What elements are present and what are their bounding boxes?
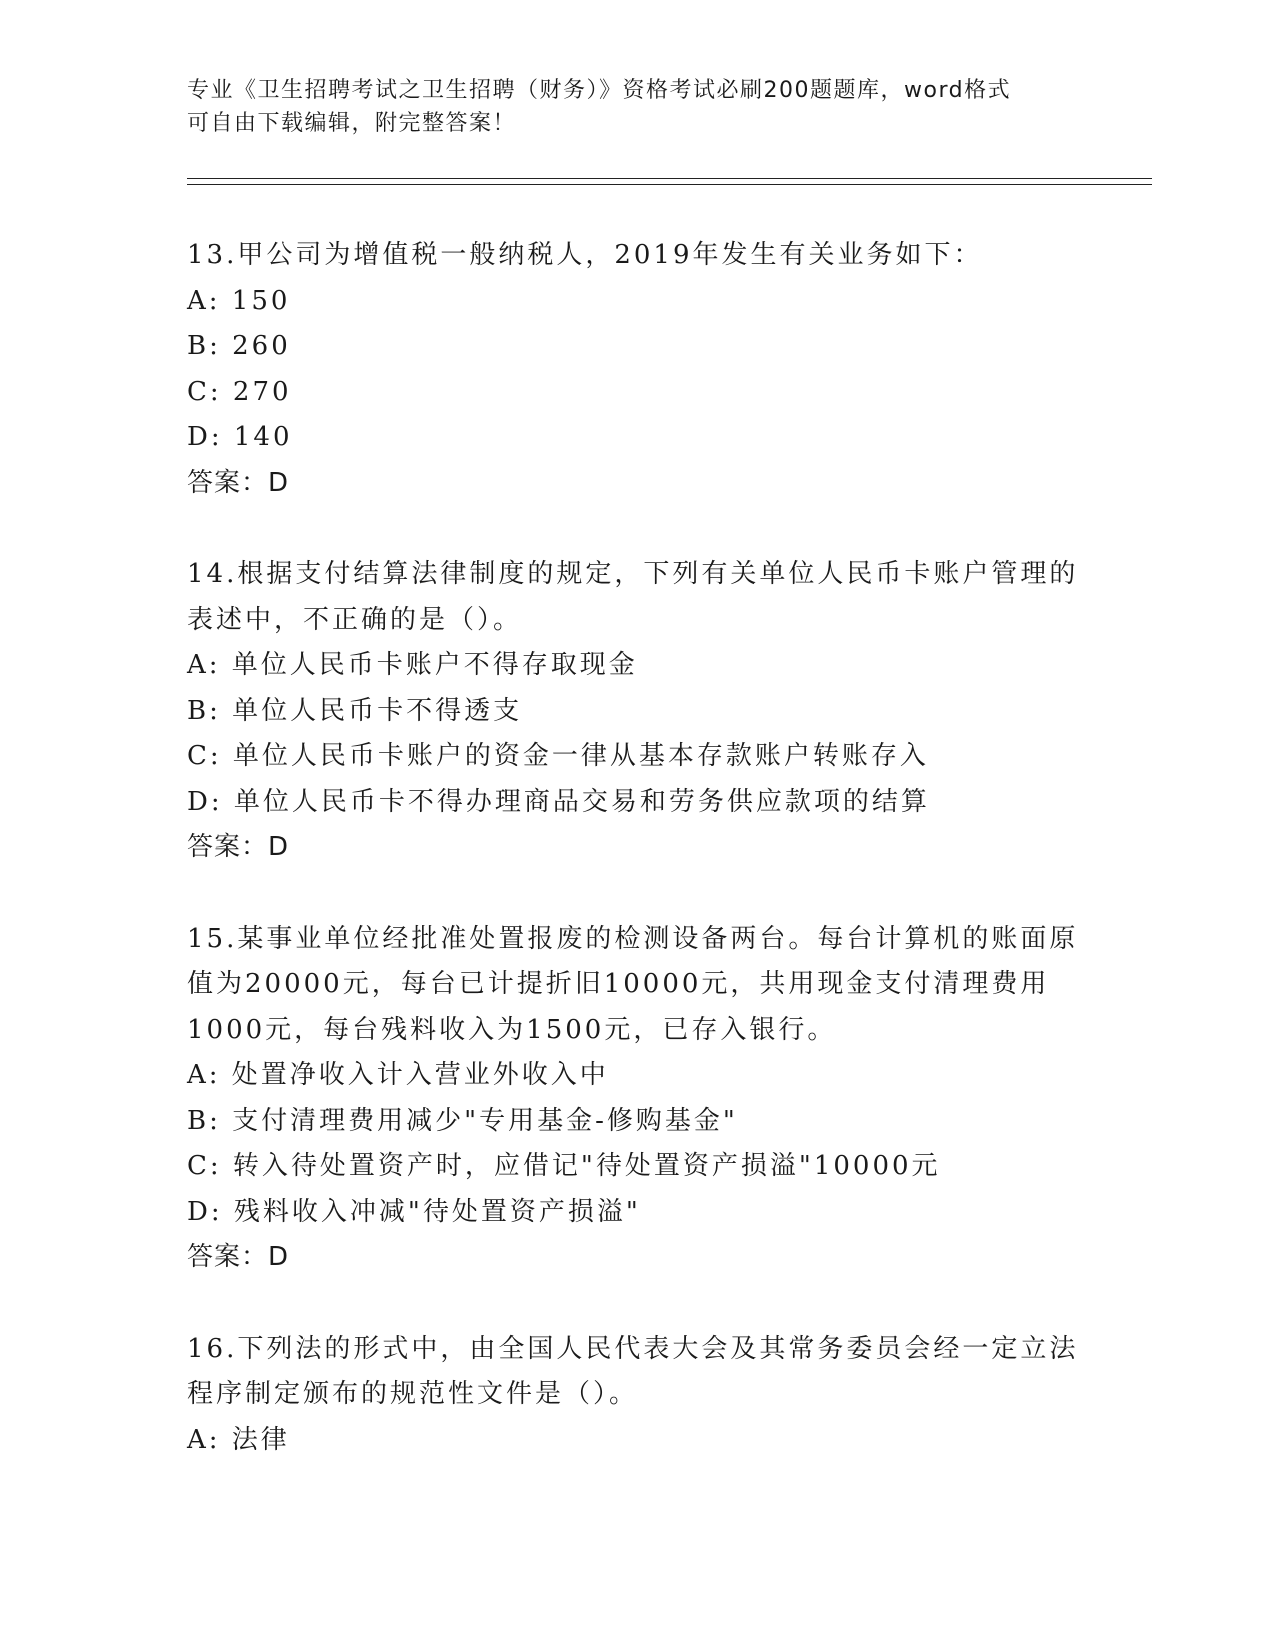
answer: 答案：D — [187, 832, 290, 862]
option-a: A: 处置净收入计入营业外收入中 — [187, 1060, 609, 1090]
answer: 答案：D — [187, 467, 290, 498]
header-line-1: 专业《卫生招聘考试之卫生招聘（财务）》资格考试必刷200题题库，word格式 — [187, 78, 1012, 103]
option-d: D: 单位人民币卡不得办理商品交易和劳务供应款项的结算 — [187, 786, 930, 817]
option-a: A: 单位人民币卡账户不得存取现金 — [187, 650, 638, 680]
header-rule-bottom — [187, 184, 1152, 185]
option-d: D: 残料收入冲减"待处置资产损溢" — [187, 1196, 641, 1227]
question-list — [187, 233, 1087, 1509]
page-header — [187, 74, 1087, 140]
header-line-2: 可自由下载编辑，附完整答案！ — [187, 111, 517, 136]
option-d: D: 140 — [187, 422, 293, 452]
question-16 — [187, 1327, 1087, 1464]
option-a: A: 150 — [187, 285, 291, 316]
option-c: C: 转入待处置资产时，应借记"待处置资产损溢"10000元 — [187, 1151, 941, 1181]
option-b: B: 260 — [187, 331, 291, 361]
question-stem: 14.根据支付结算法律制度的规定，下列有关单位人民币卡账户管理的表述中，不正确的是（）。 — [187, 559, 1079, 635]
header-rule-top — [187, 178, 1152, 179]
option-b: B: 支付清理费用减少"专用基金-修购基金" — [187, 1105, 738, 1136]
option-c: C: 单位人民币卡账户的资金一律从基本存款账户转账存入 — [187, 741, 929, 771]
question-stem: 15.某事业单位经批准处置报废的检测设备两台。每台计算机的账面原值为20000元，每台已计提折旧10000元，共用现金支付清理费用1000元，每台残料收入为1500元，已存入银行。 — [187, 923, 1079, 1045]
question-stem: 16.下列法的形式中，由全国人民代表大会及其常务委员会经一定立法程序制定颁布的规范性文件是（）。 — [187, 1333, 1079, 1409]
question-15 — [187, 917, 1087, 1281]
question-stem: 13.甲公司为增值税一般纳税人，2019年发生有关业务如下： — [187, 240, 983, 270]
option-c: C: 270 — [187, 376, 292, 407]
question-14 — [187, 552, 1087, 871]
option-b: B: 单位人民币卡不得透支 — [187, 695, 523, 726]
question-13 — [187, 233, 1087, 506]
option-a: A: 法律 — [187, 1424, 290, 1455]
answer: 答案：D — [187, 1242, 290, 1272]
